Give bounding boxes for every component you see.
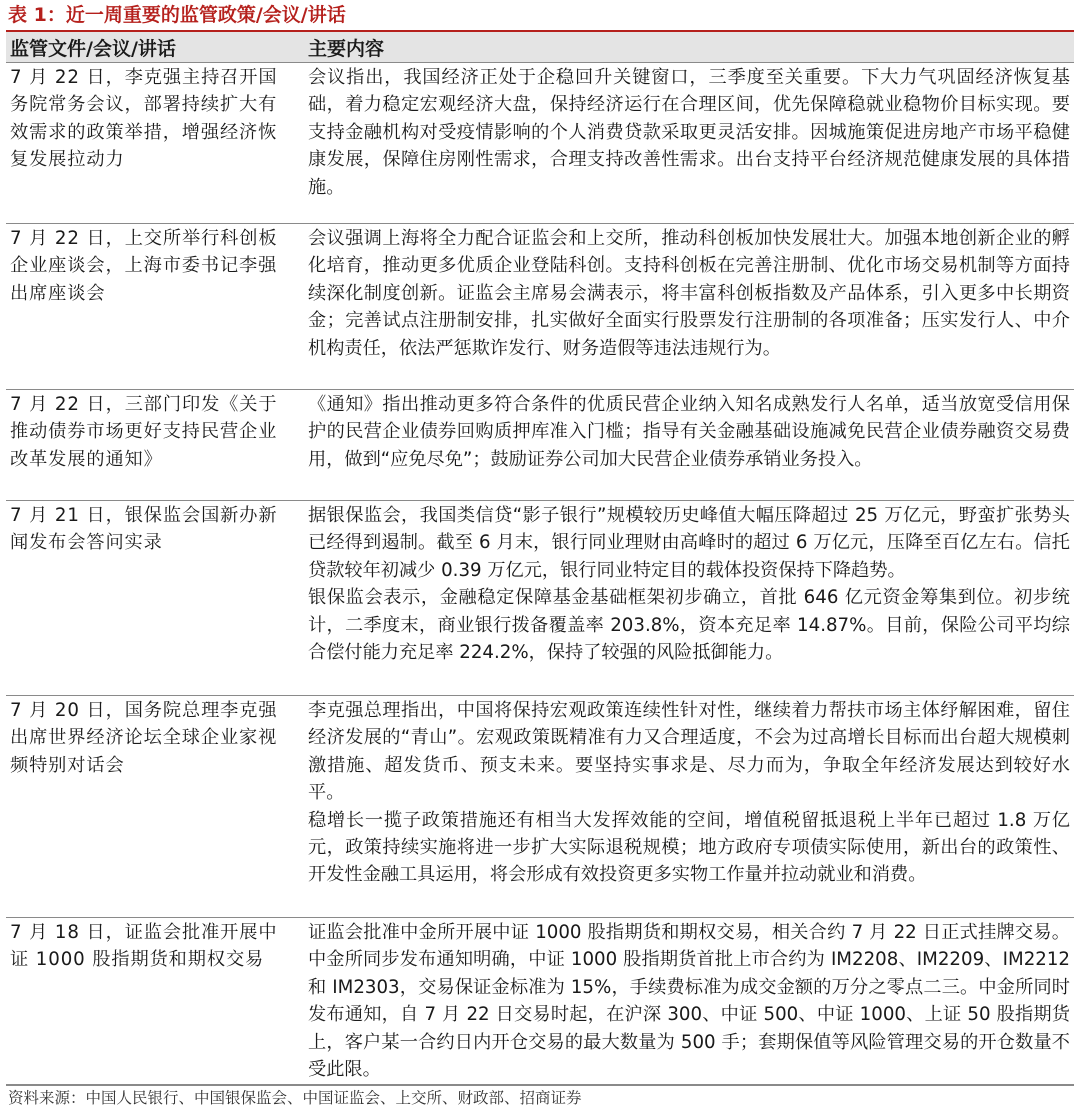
source-note: 资料来源：中国人民银行、中国银保监会、中国证监会、上交所、财政部、招商证券 [6, 1085, 1074, 1110]
content-paragraph: 《通知》指出推动更多符合条件的优质民营企业纳入知名成熟发行人名单，适当放宽受信用保护的民营企业债券回购质押库准入门槛；指导有关金融基础设施减免民营企业债券融资交易费用，做到“应免尽免”；鼓励证券公司加大民营企业债券承销业务投入。 [308, 394, 1070, 470]
content-paragraph: 证监会批准中金所开展中证 1000 股指期货和期权交易，相关合约 7 月 22 日正式挂牌交易。中金所同步发布通知明确，中证 1000 股指期货首批上市合约为 IM2208、IM2209、IM2212 和 IM2303，交易保证金标准为 15%，手续费标准为成交金额的万分之零点二三。中金所同时发布通知，自 7 月 22 日交易时起，在沪深 300、中证 500、中证 1000、上证 50 股指期货上，客户某一合约日内开仓交易的最大数量为 500 手；套期保值等风险管理交易的开仓数量不受此限。 [308, 922, 1070, 1081]
content-paragraph: 稳增长一揽子政策措施还有相当大发挥效能的空间，增值税留抵退税上半年已超过 1.8 万亿元，政策持续实施将进一步扩大实际退税规模；地方政府专项债实际使用，新出台的政策性、开发性金融工具运用，将会形成有效投资更多实物工作量并拉动就业和消费。 [308, 809, 1070, 886]
content-paragraph: 据银保监会，我国类信贷“影子银行”规模较历史峰值大幅压降超过 25 万亿元，野蛮扩张势头已经得到遏制。截至 6 月末，银行同业理财由高峰时的超过 6 万亿元，压降至百亿左右。信托贷款较年初减少 0.39 万亿元，银行同业特定目的载体投资保持下降趋势。 [308, 505, 1070, 581]
row-content [296, 224, 1074, 390]
policy-table [6, 32, 1074, 1085]
row-item: 7 月 21 日，银保监会国新办新闻发布会答问实录 [6, 501, 296, 696]
row-item: 7 月 22 日，李克强主持召开国务院常务会议，部署持续扩大有效需求的政策举措，增强经济恢复发展拉动力 [6, 63, 296, 224]
row-item: 7 月 20 日，国务院总理李克强出席世界经济论坛全球企业家视频特别对话会 [6, 696, 296, 918]
row-item: 7 月 22 日，上交所举行科创板企业座谈会，上海市委书记李强出席座谈会 [6, 224, 296, 390]
row-content [296, 63, 1074, 224]
table-title: 表 1：近一周重要的监管政策/会议/讲话 [6, 0, 1074, 32]
table-header-row [6, 32, 1074, 63]
table-row [6, 918, 1074, 1085]
row-content [296, 696, 1074, 918]
content-paragraph: 会议强调上海将全力配合证监会和上交所，推动科创板加快发展壮大。加强本地创新企业的孵化培育，推动更多优质企业登陆科创。支持科创板在完善注册制、优化市场交易机制等方面持续深化制度创新。证监会主席易会满表示，将丰富科创板指数及产品体系，引入更多中长期资金；完善试点注册制安排，扎实做好全面实行股票发行注册制的各项准备；压实发行人、中介机构责任，依法严惩欺诈发行、财务造假等违法违规行为。 [308, 228, 1070, 359]
row-content [296, 501, 1074, 696]
row-content [296, 918, 1074, 1085]
row-content [296, 390, 1074, 501]
content-paragraph: 李克强总理指出，中国将保持宏观政策连续性针对性，继续着力帮扶市场主体纾解困难，留住经济发展的“青山”。宏观政策既精准有力又合理适度，不会为过高增长目标而出台超大规模刺激措施、超发货币、预支未来。要坚持实事求是、尽力而为，争取全年经济发展达到较好水平。 [308, 700, 1070, 804]
table-row [6, 501, 1074, 696]
row-item: 7 月 22 日，三部门印发《关于推动债券市场更好支持民营企业改革发展的通知》 [6, 390, 296, 501]
table-body [6, 63, 1074, 1085]
row-item: 7 月 18 日，证监会批准开展中证 1000 股指期货和期权交易 [6, 918, 296, 1085]
header-main-content: 主要内容 [296, 32, 1074, 63]
table-row [6, 63, 1074, 224]
table-row [6, 696, 1074, 918]
table-row [6, 224, 1074, 390]
header-regulation: 监管文件/会议/讲话 [6, 32, 296, 63]
content-paragraph: 会议指出，我国经济正处于企稳回升关键窗口，三季度至关重要。下大力气巩固经济恢复基础，着力稳定宏观经济大盘，保持经济运行在合理区间，优先保障稳就业稳物价目标实现。要支持金融机构对受疫情影响的个人消费贷款采取更灵活安排。因城施策促进房地产市场平稳健康发展，保障住房刚性需求，合理支持改善性需求。出台支持平台经济规范健康发展的具体措施。 [308, 67, 1070, 198]
content-paragraph: 银保监会表示，金融稳定保障基金基础框架初步确立，首批 646 亿元资金筹集到位。初步统计，二季度末，商业银行拨备覆盖率 203.8%，资本充足率 14.87%。目前，保险公司平均综合偿付能力充足率 224.2%，保持了较强的风险抵御能力。 [308, 587, 1070, 664]
table-row [6, 390, 1074, 501]
